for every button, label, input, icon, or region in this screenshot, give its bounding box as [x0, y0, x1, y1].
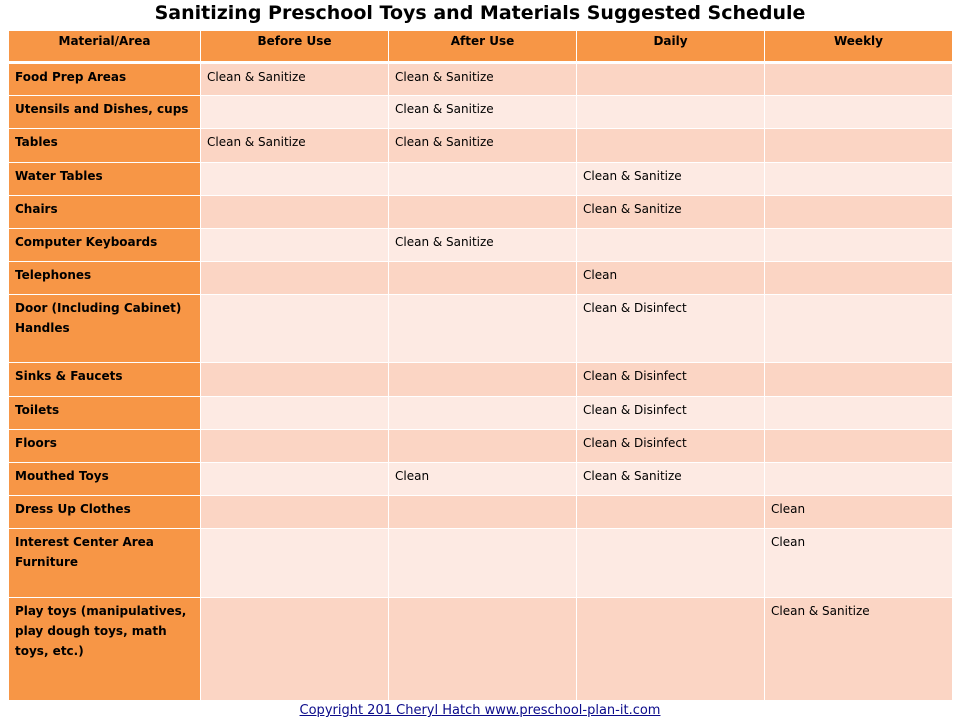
table-row: [9, 529, 953, 598]
daily-cell: [577, 129, 765, 163]
before-use-cell: [201, 229, 389, 262]
weekly-cell: [765, 363, 953, 397]
footer: [0, 702, 960, 720]
table-row: [9, 363, 953, 397]
daily-cell: [577, 229, 765, 262]
material-cell: Floors: [9, 430, 201, 463]
daily-cell: Clean & Disinfect: [577, 363, 765, 397]
material-cell: Mouthed Toys: [9, 463, 201, 496]
table-row: [9, 295, 953, 363]
table-row: [9, 598, 953, 701]
before-use-cell: Clean & Sanitize: [201, 63, 389, 96]
table-row: [9, 397, 953, 430]
before-use-cell: [201, 397, 389, 430]
after-use-cell: Clean: [389, 463, 577, 496]
table-header-row: [9, 31, 953, 63]
column-header-before-use: Before Use: [201, 31, 389, 63]
after-use-cell: Clean & Sanitize: [389, 229, 577, 262]
weekly-cell: [765, 96, 953, 129]
before-use-cell: [201, 262, 389, 295]
daily-cell: Clean & Sanitize: [577, 463, 765, 496]
before-use-cell: [201, 196, 389, 229]
after-use-cell: [389, 496, 577, 529]
schedule-table: [8, 30, 953, 701]
after-use-cell: [389, 363, 577, 397]
material-cell: Utensils and Dishes, cups: [9, 96, 201, 129]
after-use-cell: [389, 397, 577, 430]
weekly-cell: [765, 229, 953, 262]
after-use-cell: [389, 163, 577, 196]
after-use-cell: [389, 598, 577, 701]
table-row: [9, 63, 953, 96]
weekly-cell: [765, 463, 953, 496]
daily-cell: Clean & Disinfect: [577, 430, 765, 463]
page-title: Sanitizing Preschool Toys and Materials Suggested Schedule: [154, 2, 806, 24]
weekly-cell: Clean: [765, 529, 953, 598]
after-use-cell: [389, 295, 577, 363]
before-use-cell: [201, 295, 389, 363]
weekly-cell: [765, 163, 953, 196]
weekly-cell: Clean: [765, 496, 953, 529]
material-cell: Sinks & Faucets: [9, 363, 201, 397]
material-cell: Telephones: [9, 262, 201, 295]
before-use-cell: Clean & Sanitize: [201, 129, 389, 163]
daily-cell: [577, 63, 765, 96]
material-cell: Dress Up Clothes: [9, 496, 201, 529]
before-use-cell: [201, 598, 389, 701]
weekly-cell: [765, 129, 953, 163]
weekly-cell: [765, 430, 953, 463]
daily-cell: Clean: [577, 262, 765, 295]
before-use-cell: [201, 430, 389, 463]
daily-cell: Clean & Sanitize: [577, 196, 765, 229]
weekly-cell: [765, 295, 953, 363]
table-row: [9, 163, 953, 196]
after-use-cell: Clean & Sanitize: [389, 63, 577, 96]
daily-cell: [577, 496, 765, 529]
column-header-material: Material/Area: [9, 31, 201, 63]
before-use-cell: [201, 96, 389, 129]
daily-cell: [577, 96, 765, 129]
daily-cell: Clean & Disinfect: [577, 397, 765, 430]
column-header-daily: Daily: [577, 31, 765, 63]
material-cell: Toilets: [9, 397, 201, 430]
after-use-cell: [389, 430, 577, 463]
table-row: [9, 262, 953, 295]
before-use-cell: [201, 363, 389, 397]
table-row: [9, 430, 953, 463]
weekly-cell: [765, 262, 953, 295]
table-row: [9, 463, 953, 496]
before-use-cell: [201, 163, 389, 196]
material-cell: Food Prep Areas: [9, 63, 201, 96]
before-use-cell: [201, 496, 389, 529]
column-header-after-use: After Use: [389, 31, 577, 63]
column-header-weekly: Weekly: [765, 31, 953, 63]
weekly-cell: [765, 397, 953, 430]
material-cell: Chairs: [9, 196, 201, 229]
table-row: [9, 96, 953, 129]
table-row: [9, 196, 953, 229]
after-use-cell: [389, 529, 577, 598]
material-cell: Tables: [9, 129, 201, 163]
before-use-cell: [201, 529, 389, 598]
weekly-cell: [765, 196, 953, 229]
material-cell: Play toys (manipulatives, play dough toys, math toys, etc.): [9, 598, 201, 701]
daily-cell: Clean & Disinfect: [577, 295, 765, 363]
daily-cell: Clean & Sanitize: [577, 163, 765, 196]
table-row: [9, 229, 953, 262]
table-row: [9, 496, 953, 529]
weekly-cell: [765, 63, 953, 96]
copyright-link[interactable]: Copyright 201 Cheryl Hatch www.preschool-plan-it.com: [299, 703, 661, 718]
material-cell: Water Tables: [9, 163, 201, 196]
after-use-cell: Clean & Sanitize: [389, 129, 577, 163]
after-use-cell: [389, 196, 577, 229]
material-cell: Door (Including Cabinet) Handles: [9, 295, 201, 363]
after-use-cell: [389, 262, 577, 295]
after-use-cell: Clean & Sanitize: [389, 96, 577, 129]
daily-cell: [577, 598, 765, 701]
material-cell: Interest Center Area Furniture: [9, 529, 201, 598]
table-row: [9, 129, 953, 163]
weekly-cell: Clean & Sanitize: [765, 598, 953, 701]
before-use-cell: [201, 463, 389, 496]
daily-cell: [577, 529, 765, 598]
material-cell: Computer Keyboards: [9, 229, 201, 262]
